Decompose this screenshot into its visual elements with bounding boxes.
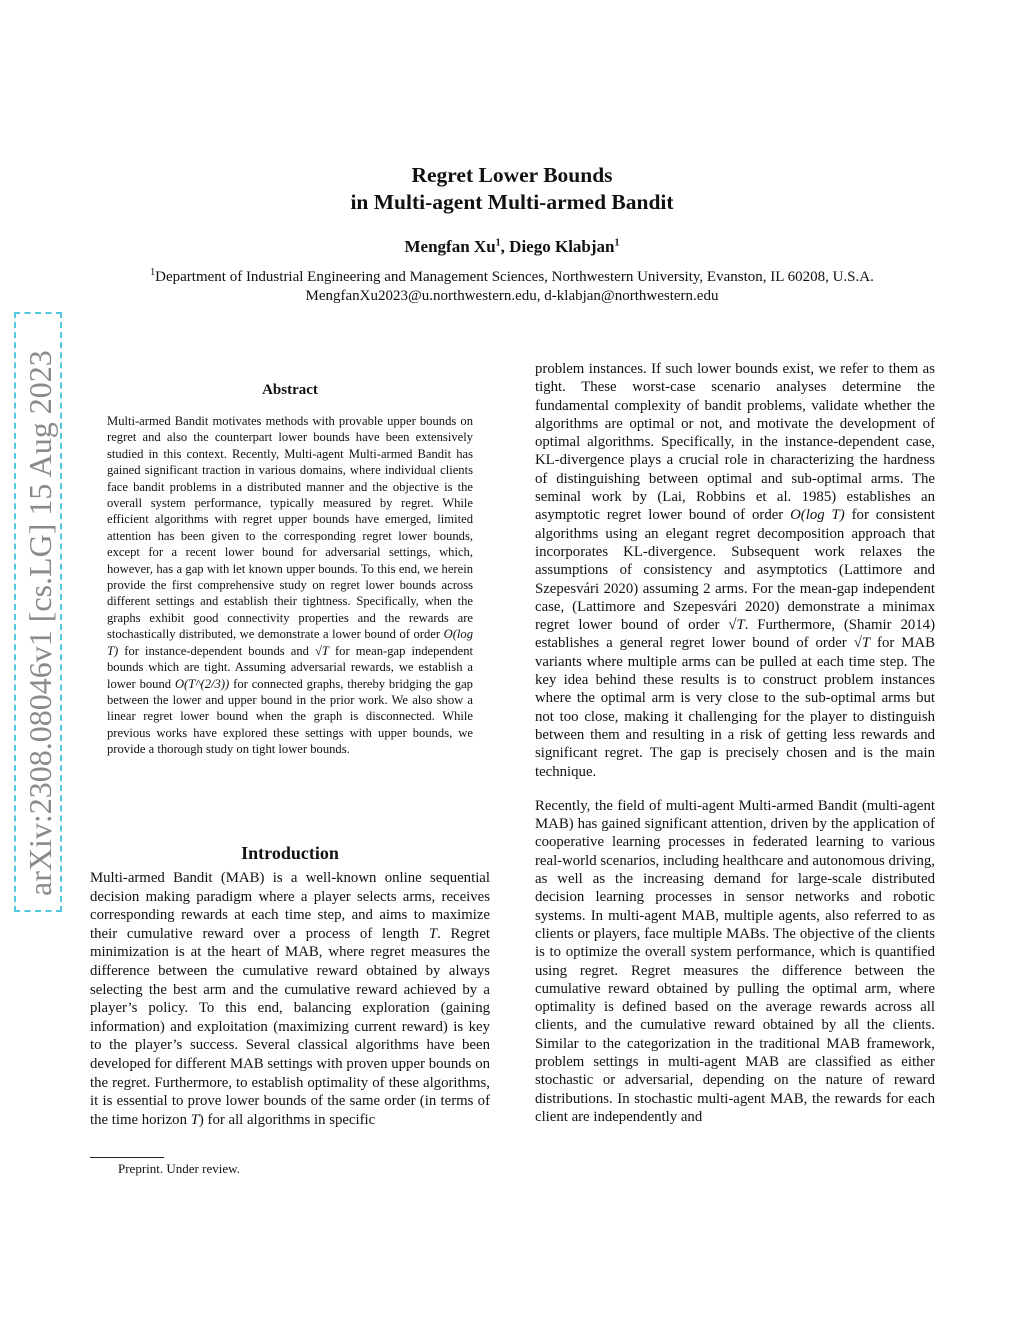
author-affil-mark: 1 [614,237,620,249]
math-expression: O(T^(2/3)) [174,676,230,691]
body-text: . Regret minimization is at the heart of MAB, where regret measures the difference between the cumulative reward obtained by always selecting the best arm and the cumulative reward achieved by a player’s policy. To this end, balancing exploration (gaining information) and exploitation (maximizing current reward) is key to the player’s success. Several classical algorithms have been developed for different MAB settings with proven upper bounds on the regret. Furthermore, to establish optimality of these algorithms, it is essential to prove lower bounds of the same order (in terms of the time horizon [90,925,490,1128]
math-expression: T [190,1111,199,1128]
author-list [0,236,1024,258]
body-text: Multi-armed Bandit (MAB) is a well-known online sequential decision making paradigm where a player selects arms, receives corresponding rewards at each time step, and aims to maximize their cumulative reward over a process of length [90,870,490,942]
affiliation-block [0,268,1024,306]
introduction-heading: Introduction [241,843,339,863]
title-line-2: in Multi-agent Multi-armed Bandit [350,190,674,214]
arxiv-identifier[interactable]: arXiv:2308.08046v1 [cs.LG] 15 Aug 2023 [22,350,58,896]
math-expression: O(log T) [790,507,845,524]
body-paragraph [535,360,935,781]
author-name: Diego Klabjan [509,237,615,256]
author-name: Mengfan Xu [404,237,496,256]
abstract-heading: Abstract [262,382,318,398]
abstract-text: for mean-gap independent bounds which are tight. Assuming adversarial rewards, we establish a lower bound [107,643,473,691]
title-line-1: Regret Lower Bounds [411,163,613,187]
footnote: Preprint. Under review. [118,1161,240,1176]
affiliation-text: Department of Industrial Engineering and Management Sciences, Northwestern University, Evanston, IL 60208, U.S.A. [155,269,874,285]
body-text: . Furthermore, (Shamir 2014) establishes a general regret lower bound of order [535,617,935,652]
footnote-rule [90,1157,164,1158]
affiliation [0,268,1024,287]
body-text: for consistent algorithms using an elegant regret decomposition approach that incorporates KL-divergence. Subsequent work relaxes the assumptions of consistency and asymptotics (Lattimore and Szepesvári 2020) assuming 2 arms. For the mean-gap independent case, (Lattimore and Szepesvári 2020) demonstrate a minimax regret lower bound of order [535,507,935,634]
body-text: problem instances. If such lower bounds exist, we refer to them as tight. These worst-case scenario analyses determine the fundamental complexity of bandit problems, validate whether the algorithms are optimal or not, and motivate the development of optimal algorithms. Specifically, in the instance-dependent case, KL-divergence plays a crucial role in characterizing the hardness of distinguishing between optimal and sub-optimal arms. The seminal work by (Lai, Robbins et al. 1985) establishes an asymptotic regret lower bound of order [535,361,935,524]
affil-mark: 1 [150,267,156,278]
paper-title [0,162,1024,216]
introduction-body [90,869,490,1129]
math-expression: √T [315,643,329,658]
body-paragraph: Recently, the field of multi-agent Multi-armed Bandit (multi-agent MAB) has gained significant attention, driven by the application of cooperative learning processes in federated learning to various real-world scenarios, including healthcare and autonomous driving, as well as the increasing demand for large-scale distributed decision learning processes in sensor networks and robotic systems. In multi-agent MAB, multiple agents, also referred to as clients or players, face multiple MABs. The objective of the clients is to optimize the overall system performance, which is quantified using regret. Regret measures the difference between the cumulative reward obtained by pulling the optimal arm, where optimality is defined based on the average rewards across all clients, and the cumulative reward obtained by all the clients. Similar to the categorization in the traditional MAB framework, problem settings in multi-agent MAB are classified as either stochastic or adversarial, depending on the nature of reward distributions. In stochastic multi-agent MAB, the rewards for each client are independently and [535,797,935,1125]
abstract-text: Multi-armed Bandit motivates methods with provable upper bounds on regret and also the counterpart lower bounds have been extensively studied in this context. Recently, Multi-agent Multi-armed Bandit has gained significant traction in various domains, where individual clients face bandit problems in a distributed manner and the objective is the overall system performance, typically measured by regret. While efficient algorithms with regret upper bounds have emerged, limited attention has been given to the corresponding regret lower bounds, except for a recent lower bound for adversarial settings, which, however, has a gap with let known upper bounds. To this end, we herein provide the first comprehensive study on regret lower bounds across different settings and establish their tightness. Specifically, when the graphs exhibit good connectivity properties and the rewards are stochastically distributed, we demonstrate a lower bound of order [107,414,473,642]
body-paragraph [90,869,490,1129]
abstract-text: for connected graphs, thereby bridging the gap between the lower and upper bound in the prior work. We also show a linear regret lower bound when the graph is disconnected. While previous works have explored these settings with upper bounds, we provide a thorough study on tight lower bounds. [107,676,473,757]
math-expression: O(log T) [107,627,473,658]
author-affil-mark: 1 [495,237,501,249]
author-separator: , [500,237,510,256]
right-column [535,360,935,1126]
math-expression: T [428,925,438,942]
abstract-body [107,413,473,758]
author-emails: MengfanXu2023@u.northwestern.edu, d-klabjan@northwestern.edu [305,288,719,304]
body-text: for MAB variants where multiple arms can be pulled at each time step. The key idea behind these results is to construct problem instances where the optimal arm is very close to the sub-optimal arms but not too close, making it challenging for the player to distinguish between them and resulting in a risk of getting less rewards and significant regret. The gap is precisely chosen and is the main technique. [535,635,935,780]
abstract-text: for instance-dependent bounds and [118,643,315,658]
abstract-paragraph [107,413,473,758]
body-text: ) for all algorithms in specific [198,1111,376,1128]
math-expression: √T [853,635,871,652]
math-expression: √T [728,617,745,634]
